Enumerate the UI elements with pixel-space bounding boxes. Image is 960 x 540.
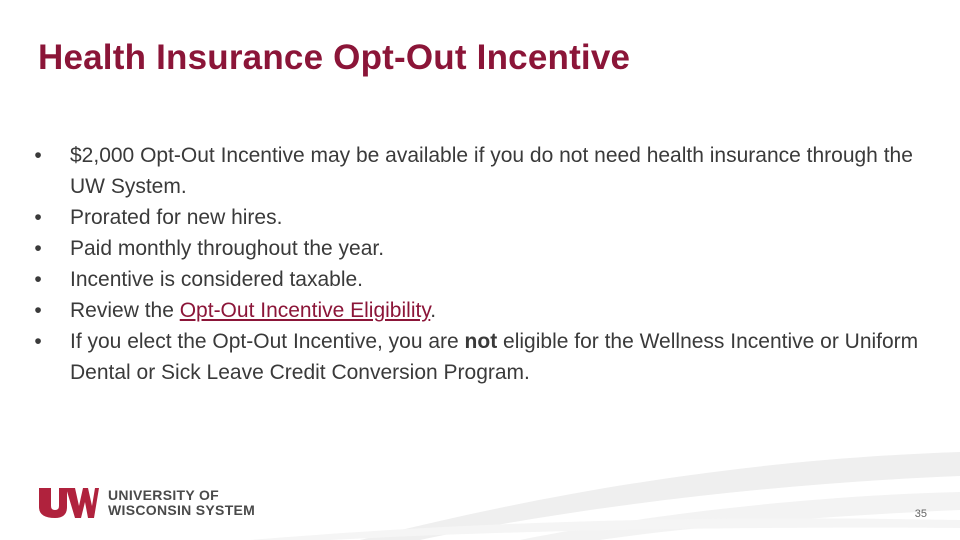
bullet-text: Prorated for new hires. — [70, 206, 283, 229]
bullet-glyph: • — [34, 144, 42, 167]
logo-wordmark — [108, 488, 255, 518]
bullet-text: Paid monthly throughout the year. — [70, 237, 385, 260]
bullet-item — [28, 140, 933, 202]
bullet-item — [28, 295, 933, 326]
logo-line-1: UNIVERSITY OF — [108, 487, 219, 503]
bullet-glyph: • — [34, 268, 42, 291]
bullet-item — [28, 202, 933, 233]
slide-title: Health Insurance Opt-Out Incentive — [38, 38, 631, 77]
uw-logo-icon — [38, 486, 100, 520]
bullet-text-suffix: . — [430, 299, 437, 322]
bullet-emphasis: not — [464, 330, 498, 353]
logo-line-2: WISCONSIN SYSTEM — [108, 502, 256, 518]
bullet-glyph: • — [34, 330, 42, 353]
bullet-glyph: • — [34, 237, 42, 260]
bullet-text-prefix: Review the — [70, 299, 180, 322]
slide-number: 35 — [914, 508, 927, 520]
bullet-text-suffix: eligible for the Wellness Incentive or Uniform Dental or Sick Leave Credit Conversion Program. — [70, 330, 919, 384]
bullet-list — [28, 140, 933, 388]
bullet-item — [28, 233, 933, 264]
bullet-glyph: • — [34, 299, 42, 322]
opt-out-eligibility-link[interactable]: Opt-Out Incentive Eligibility — [179, 299, 431, 322]
bullet-glyph: • — [34, 206, 42, 229]
bullet-item — [28, 326, 933, 388]
decorative-swoosh — [0, 430, 960, 540]
uw-system-logo — [38, 486, 255, 520]
bullet-text: Incentive is considered taxable. — [70, 268, 364, 291]
bullet-item — [28, 264, 933, 295]
bullet-text-prefix: If you elect the Opt-Out Incentive, you are — [70, 330, 465, 353]
bullet-text: $2,000 Opt-Out Incentive may be available if you do not need health insurance through the UW System. — [70, 144, 913, 198]
